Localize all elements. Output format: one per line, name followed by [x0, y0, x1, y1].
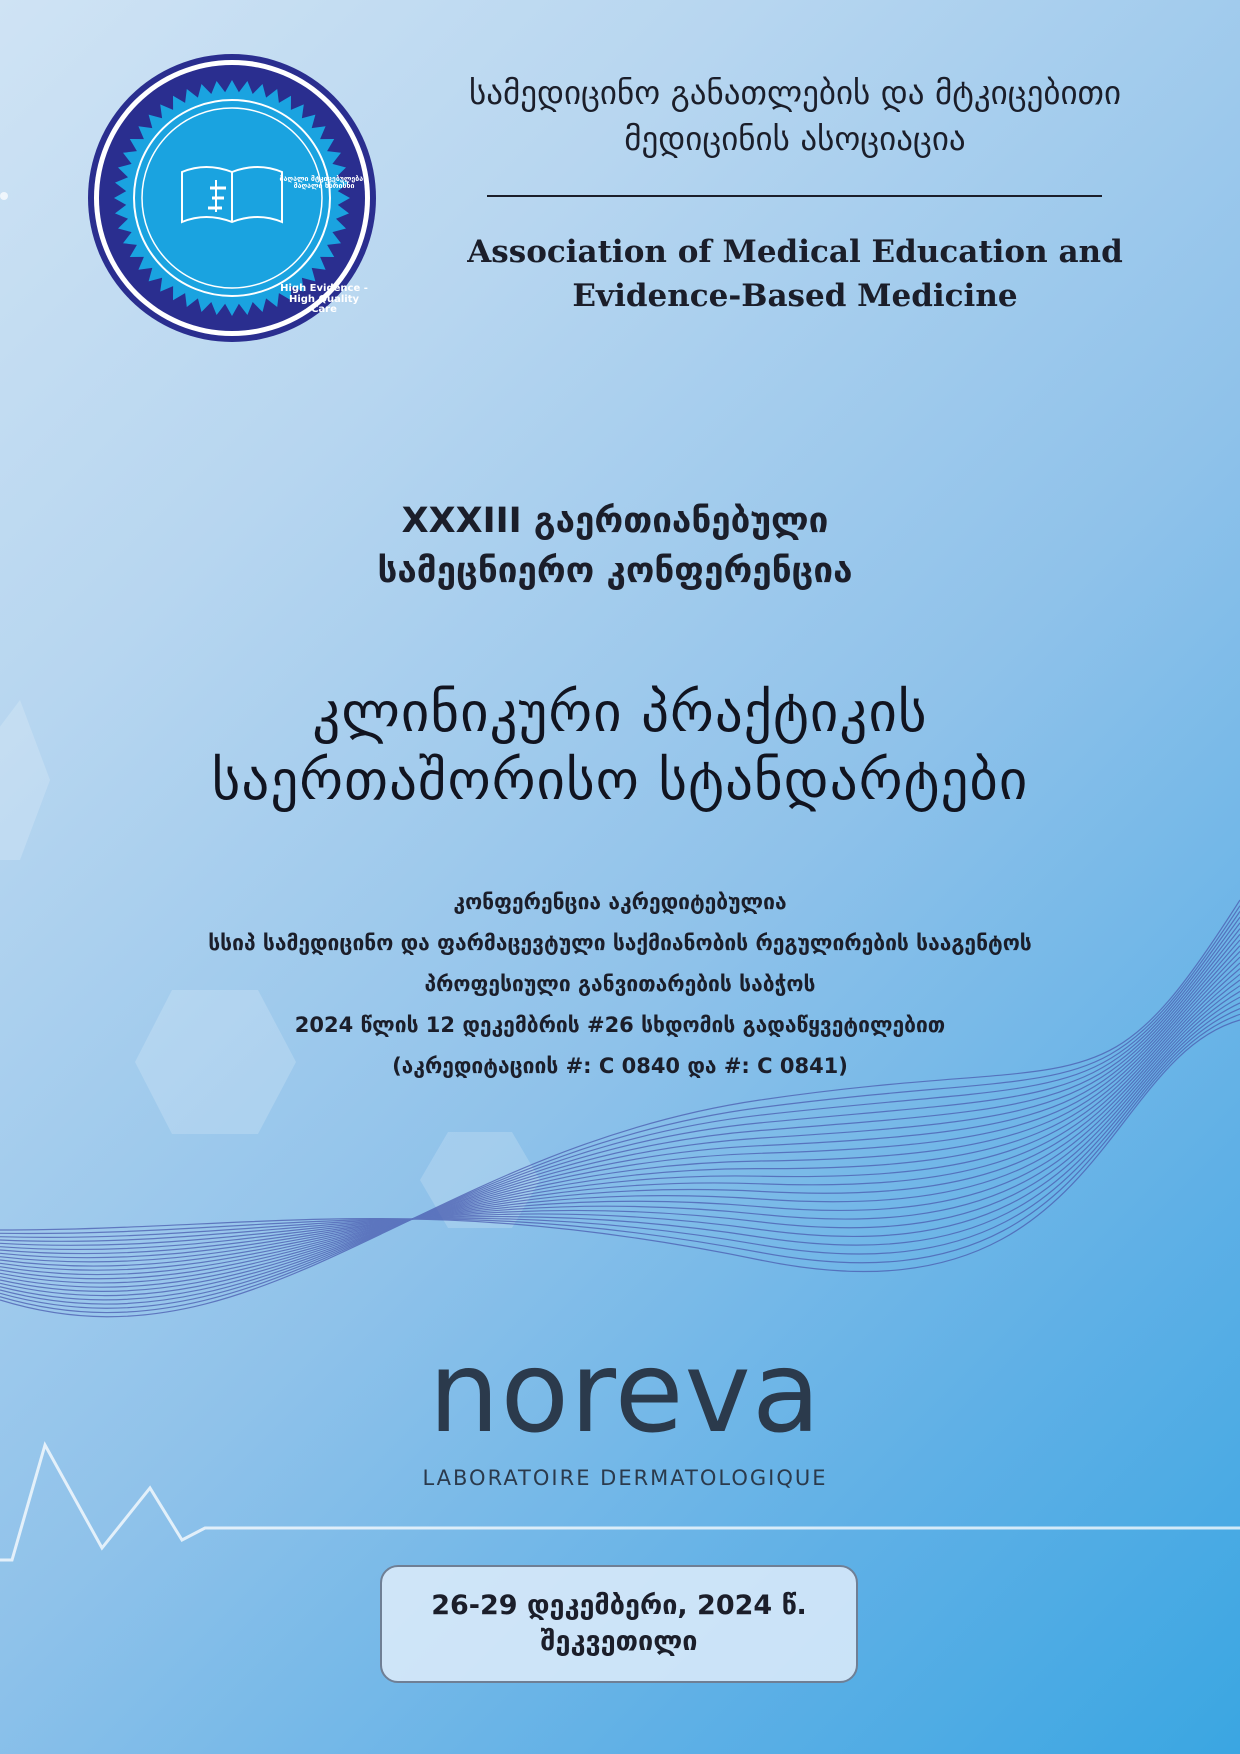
association-name-english-line1: Association of Medical Education and	[467, 234, 1123, 270]
main-title	[100, 678, 1140, 814]
sponsor-tagline: LABORATOIRE DERMATOLOGIQUE	[422, 1466, 828, 1490]
association-name-georgian-line1: სამედიცინო განათლების და მტკიცებითი	[468, 73, 1122, 112]
main-title-line1: კლინიკური პრაქტიკის	[312, 680, 928, 744]
association-name-english-line2: Evidence-Based Medicine	[572, 278, 1018, 314]
event-dates: 26-29 დეკემბერი, 2024 წ.	[431, 1590, 807, 1621]
sponsor-name: noreva	[428, 1328, 822, 1458]
event-date-box	[380, 1565, 858, 1683]
dot-decoration	[0, 192, 8, 200]
accreditation-block	[90, 882, 1150, 1087]
logo-text-georgian: მაღალი მტკიცებულება - მაღალი ხარისხი	[279, 175, 369, 191]
divider	[487, 195, 1102, 197]
association-name-georgian-line2: მედიცინის ასოციაცია	[624, 119, 966, 158]
accreditation-line: პროფესიული განვითარების საბჭოს	[424, 972, 816, 996]
accreditation-line: (აკრედიტაციის #: C 0840 და #: C 0841)	[392, 1054, 848, 1078]
association-logo	[86, 52, 378, 344]
conference-heading	[200, 496, 1030, 596]
logo-text-english: High Evidence - High Quality Care	[280, 283, 368, 315]
ecg-line-decoration	[0, 1445, 1240, 1560]
conference-heading-line2: სამეცნიერო კონფერენცია	[377, 551, 853, 591]
accreditation-line: კონფერენცია აკრედიტებულია	[453, 890, 787, 914]
accreditation-line: 2024 წლის 12 დეკემბრის #26 სხდომის გადაწყვეტილებით	[294, 1013, 946, 1037]
event-location: შეკვეთილი	[540, 1626, 698, 1657]
accreditation-line: სსიპ სამედიცინო და ფარმაცევტული საქმიანობის რეგულირების სააგენტოს	[208, 931, 1032, 955]
association-name-english	[410, 230, 1180, 318]
conference-heading-line1: XXXIII გაერთიანებული	[401, 501, 829, 541]
sponsor-logo	[390, 1328, 860, 1458]
main-title-line2: საერთაშორისო სტანდარტები	[211, 748, 1029, 812]
association-name-georgian	[410, 70, 1180, 162]
